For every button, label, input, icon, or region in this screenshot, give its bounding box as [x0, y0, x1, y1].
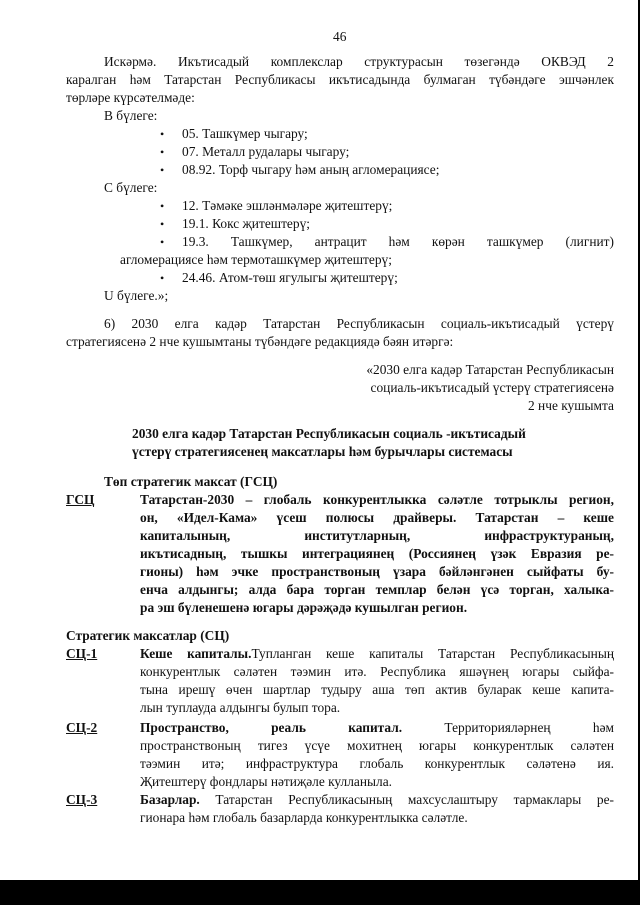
sc2-line: Җитештерү фондлары нәтиҗәле кулланыла. [140, 774, 392, 789]
main-goal-line: енча алдынгы; алда бара торган темплар белән үсә торган, халыка- [140, 582, 614, 597]
list-item: 12. Тәмәке эшләнмәләре җитештерү; [182, 198, 393, 213]
section-b-heading: В бүлеге: [104, 108, 158, 123]
list-item: 24.46. Атом-төш ягулыгы җитештерү; [182, 270, 398, 285]
page-number: 46 [333, 29, 347, 44]
list-item: 19.3. Ташкүмер, антрацит һәм көрән ташкүмер (лигнит) [182, 234, 614, 249]
bullet-icon: • [160, 271, 165, 285]
sc1-code: СЦ-1 [66, 646, 98, 661]
main-goal-line: Татарстан-2030 – глобаль конкурентлыкка сәләтле тотрыклы регион, [140, 492, 614, 507]
appendix-ref-line-3: 2 нче кушымта [528, 398, 614, 413]
main-goal-heading: Төп стратегик максат (ГСЦ) [104, 474, 278, 489]
main-goal-code: ГСЦ [66, 492, 95, 507]
bullet-icon: • [160, 235, 165, 249]
bullet-icon: • [160, 217, 165, 231]
sc1-line: тына ирешү өчен шартлар тудыру аша төп актив буларак кеше капита- [140, 682, 614, 697]
section-u-heading: U бүлеге.»; [104, 288, 169, 303]
list-item: 05. Ташкүмер чыгару; [182, 126, 308, 141]
sc3-line: гионара һәм глобаль базарларда конкурентлыкка сәләтле. [140, 810, 468, 825]
sc3-code: СЦ-3 [66, 792, 98, 807]
appendix-ref-line-2: социаль-икътисадый үстерү стратегиясенә [370, 380, 614, 395]
sc1-line: конкурентлык сәләтен тәэмин итә. Республика яшәүнең югары сыйфа- [140, 664, 614, 679]
sc3-line-1 [140, 791, 614, 809]
main-goal-line: ра эш бүленешенә югары дәрәҗәдә кушылган регион. [140, 600, 468, 615]
sc2-text: Территорияләрнең һәм [444, 720, 614, 735]
sc2-line: пространствоның тигез үсүе мохитнең югары конкурентлык сәләтен [140, 738, 614, 753]
note-line-3: төрләре күрсәтелмәде: [66, 90, 195, 105]
sc2-title: Пространство, реаль капитал. [140, 720, 403, 735]
page-title-line-2: үстерү стратегиясенең максатлары һәм бурычлары системасы [132, 444, 513, 459]
sc2-line-1 [140, 719, 614, 737]
main-goal-line: икътисадның, тышкы интеграциянең (Россиянең үзәк Евразия ре- [140, 546, 614, 561]
bullet-icon: • [160, 199, 165, 213]
bullet-icon: • [160, 145, 165, 159]
list-item: 07. Металл рудалары чыгару; [182, 144, 350, 159]
sc2-line: тәэмин итә; инфраструктура глобаль конкурентлык сәләтенә ия. [140, 756, 614, 771]
sc1-line: лын туплауда алдынгы булып тора. [140, 700, 341, 715]
point6-line-2: стратегиясенә 2 нче кушымтаны түбәндәге редакциядә бәян итәргә: [66, 334, 454, 349]
appendix-ref-line-1: «2030 елга кадәр Татарстан Республикасын [366, 362, 614, 377]
sc2-code: СЦ-2 [66, 720, 98, 735]
sc1-title: Кеше капиталы. [140, 646, 252, 661]
strategic-goals-heading: Стратегик максатлар (СЦ) [66, 628, 230, 643]
list-item-continuation: агломерациясе һәм термоташкүмер җитештерү; [120, 252, 392, 267]
list-item: 19.1. Кокс җитештерү; [182, 216, 310, 231]
note-line-2: каралган һәм Татарстан Республикасы икътисадында булмаган түбәндәге эшчәнлек [66, 72, 614, 87]
sc1-line-1 [140, 645, 614, 663]
page-title-line-1: 2030 елга кадәр Татарстан Республикасын социаль -икътисадый [132, 426, 526, 441]
bullet-icon: • [160, 163, 165, 177]
note-label: Искәрмә. [104, 54, 157, 69]
main-goal-line: гионы) һәм эчке пространствоның үзара бәйләнгәнен сыйфаты бу- [140, 564, 614, 579]
sc3-text: Татарстан Республикасының махсуслаштыру тармаклары ре- [199, 792, 614, 807]
sc3-title: Базарлар. [140, 792, 200, 807]
note-text: Икътисадый комплекслар структурасын төзегәндә ОКВЭД 2 [177, 54, 614, 69]
main-goal-line: капиталының, институтларның, инфраструктураның, [140, 528, 614, 543]
note-line-1 [104, 53, 614, 71]
scan-bottom-bar [0, 880, 640, 905]
list-item: 08.92. Торф чыгару һәм аның агломерациясе; [182, 162, 440, 177]
sc1-text: Тупланган кеше капиталы Татарстан Республикасының [251, 646, 614, 661]
point6-line-1: 6) 2030 елга кадәр Татарстан Республикасын социаль-икътисадый үстерү [104, 316, 614, 331]
bullet-icon: • [160, 127, 165, 141]
main-goal-line: он, «Идел-Кама» үсеш полюсы драйверы. Татарстан – кеше [140, 510, 614, 525]
section-c-heading: С бүлеге: [104, 180, 158, 195]
